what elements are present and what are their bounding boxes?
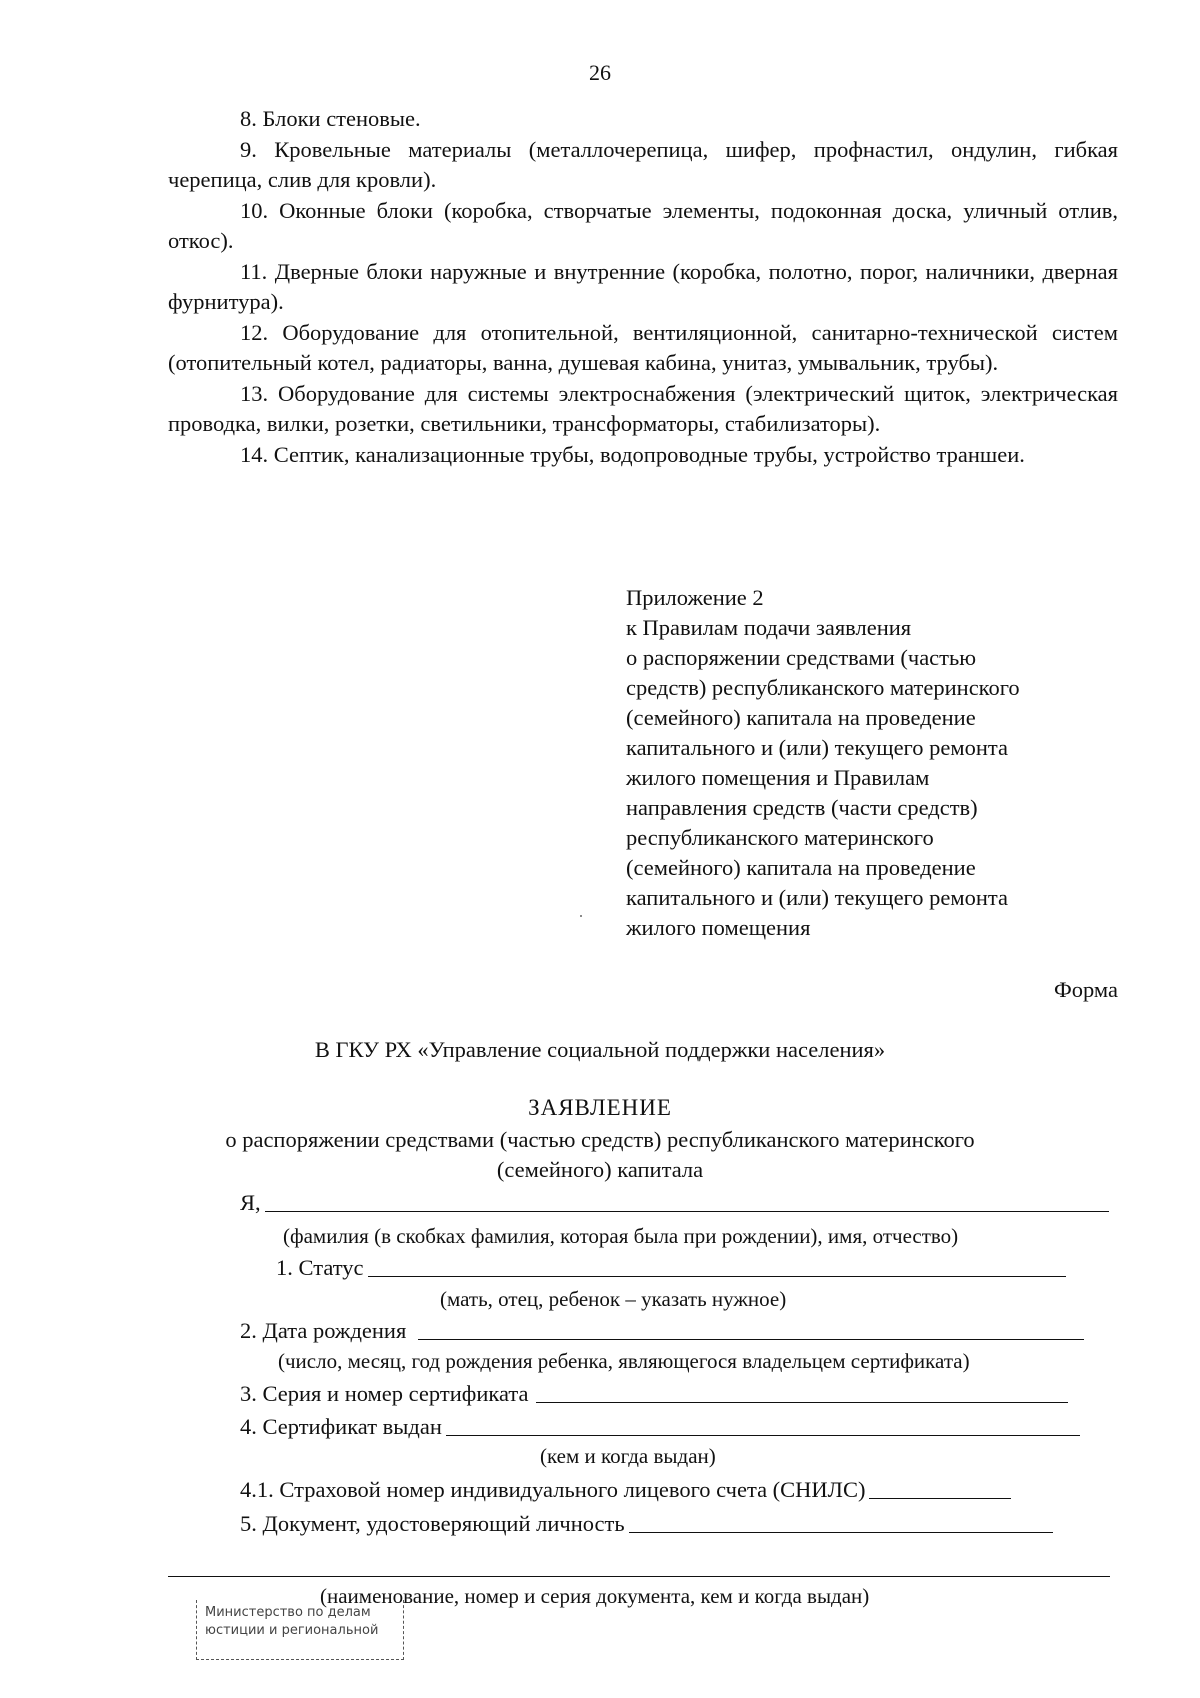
certificate-issued-field [240, 1414, 1080, 1440]
list-item: 11. Дверные блоки наружные и внутренние (коробка, полотно, порог, наличники, дверная фурнитура). [168, 258, 1118, 314]
id-document-blank[interactable] [629, 1532, 1053, 1533]
application-subtitle [0, 1125, 1200, 1185]
ministry-stamp [196, 1600, 404, 1660]
name-field-label: Я, [240, 1190, 261, 1215]
appendix-line: Приложение 2 [626, 585, 764, 610]
certificate-number-label: 3. Серия и номер сертификата [240, 1381, 529, 1406]
list-item: 13. Оборудование для системы электроснабжения (электрический щиток, электрическая проводка, вилки, розетки, светильники, трансформаторы, стабилизаторы). [168, 380, 1118, 436]
list-item: 9. Кровельные материалы (металлочерепица, шифер, профнастил, ондулин, гибкая черепица, слив для кровли). [168, 136, 1118, 192]
appendix-line: (семейного) капитала на проведение [626, 855, 976, 880]
status-field-blank[interactable] [368, 1276, 1066, 1277]
snils-field [240, 1477, 1011, 1503]
birthdate-field-label: 2. Дата рождения [240, 1318, 407, 1343]
stamp-line: Министерство по делам [205, 1605, 371, 1620]
certificate-issued-hint: (кем и когда выдан) [540, 1444, 716, 1468]
certificate-issued-label: 4. Сертификат выдан [240, 1414, 442, 1439]
appendix-line: средств) республиканского материнского [626, 675, 1020, 700]
appendix-line: капитального и (или) текущего ремонта [626, 735, 1008, 760]
materials-list [168, 104, 1118, 470]
stamp-line: юстиции и региональной [205, 1623, 379, 1638]
appendix-line: к Правилам подачи заявления [626, 615, 912, 640]
list-item: 10. Оконные блоки (коробка, створчатые элементы, подоконная доска, уличный отлив, откос). [168, 197, 1118, 253]
name-field-blank[interactable] [265, 1211, 1109, 1212]
appendix-line: республиканского материнского [626, 825, 934, 850]
scan-speck [580, 915, 582, 917]
birthdate-field-hint: (число, месяц, год рождения ребенка, являющегося владельцем сертификата) [278, 1349, 970, 1373]
id-document-blank-continued[interactable] [168, 1576, 1110, 1577]
appendix-line: направления средств (части средств) [626, 795, 978, 820]
appendix-line: жилого помещения [626, 915, 811, 940]
certificate-issued-blank[interactable] [446, 1435, 1080, 1436]
certificate-number-field [240, 1381, 1068, 1407]
status-field [276, 1255, 1066, 1281]
name-field-hint: (фамилия (в скобках фамилия, которая была при рождении), имя, отчество) [283, 1224, 959, 1248]
appendix-line: о распоряжении средствами (частью [626, 645, 977, 670]
subtitle-line: (семейного) капитала [496, 1157, 704, 1182]
id-document-hint: (наименование, номер и серия документа, кем и когда выдан) [320, 1584, 870, 1608]
appendix-header [626, 583, 1126, 943]
appendix-line: жилого помещения и Правилам [626, 765, 930, 790]
snils-field-blank[interactable] [869, 1498, 1011, 1499]
page-number: 26 [589, 60, 611, 85]
appendix-line: капитального и (или) текущего ремонта [626, 885, 1008, 910]
subtitle-line: о распоряжении средствами (частью средств) республиканского материнского [225, 1127, 975, 1152]
certificate-number-blank[interactable] [536, 1402, 1068, 1403]
id-document-field [240, 1511, 1053, 1537]
list-item: 14. Септик, канализационные трубы, водопроводные трубы, устройство траншеи. [240, 441, 1025, 467]
birthdate-field-blank[interactable] [418, 1339, 1084, 1340]
birthdate-field [240, 1318, 1084, 1344]
application-title: ЗАЯВЛЕНИЕ [528, 1095, 672, 1120]
addressee: В ГКУ РХ «Управление социальной поддержки населения» [314, 1037, 886, 1062]
appendix-line: (семейного) капитала на проведение [626, 705, 976, 730]
list-item: 8. Блоки стеновые. [240, 106, 421, 131]
status-field-hint: (мать, отец, ребенок – указать нужное) [440, 1287, 787, 1311]
status-field-label: 1. Статус [276, 1255, 364, 1280]
snils-field-label: 4.1. Страховой номер индивидуального лицевого счета (СНИЛС) [240, 1477, 866, 1502]
list-item: 12. Оборудование для отопительной, вентиляционной, санитарно-технической систем (отопительный котел, радиаторы, ванна, душевая кабина, унитаз, умывальник, трубы). [168, 319, 1118, 375]
form-label: Форма [1053, 977, 1118, 1002]
name-field [240, 1190, 1109, 1216]
id-document-label: 5. Документ, удостоверяющий личность [240, 1511, 625, 1536]
